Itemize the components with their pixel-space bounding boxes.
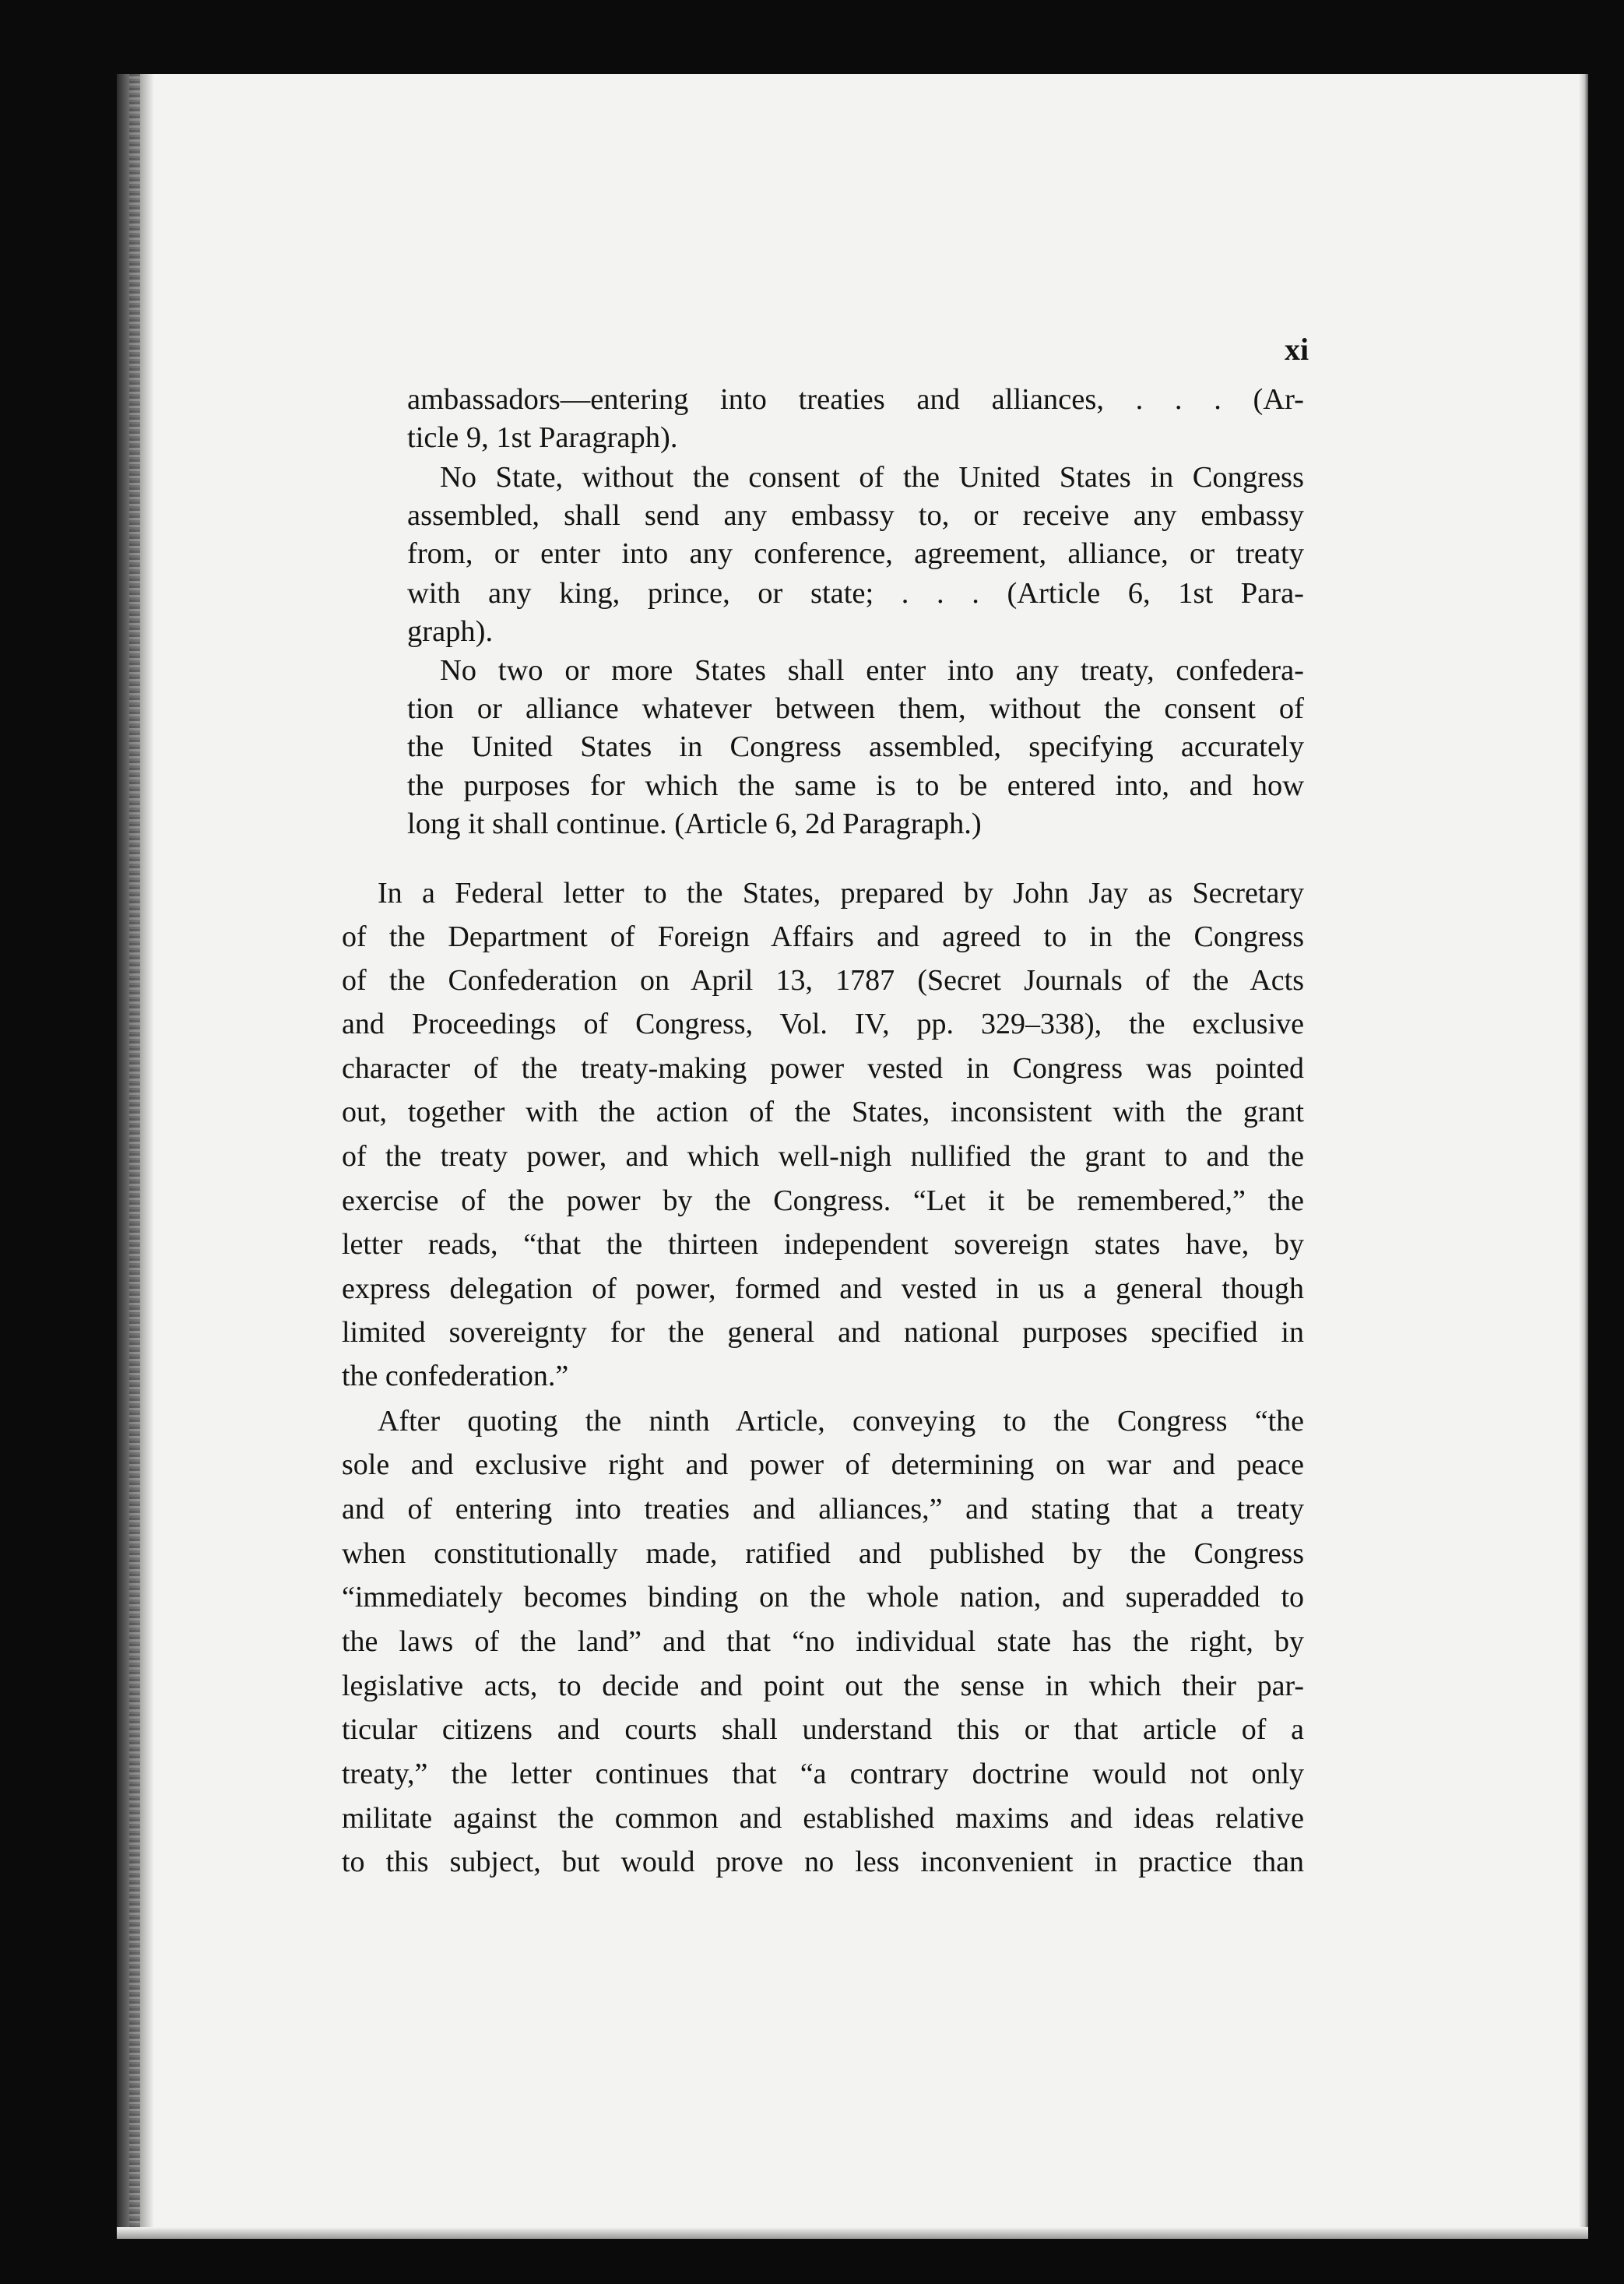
body-line: express delegation of power, formed and vested in us a general though (342, 1272, 1304, 1305)
body-line: of the Department of Foreign Affairs and agreed to in the Congress (342, 920, 1304, 953)
body-line: sole and exclusive right and power of determining on war and peace (342, 1448, 1304, 1481)
body-line: and Proceedings of Congress, Vol. IV, pp. 329–338), the exclusive (342, 1008, 1304, 1040)
quote-line: assembled, shall send any embassy to, or receive any embassy (407, 499, 1304, 532)
binding-edge-texture (129, 74, 140, 2239)
quote-line: tion or alliance whatever between them, without the consent of (407, 692, 1304, 725)
body-line: of the treaty power, and which well-nigh nullified the grant to and the (342, 1140, 1304, 1173)
quote-line: ticle 9, 1st Paragraph). (407, 421, 678, 454)
quote-line: the purposes for which the same is to be entered into, and how (407, 769, 1304, 802)
page-number: xi (1285, 332, 1309, 367)
page-bottom-edge (117, 2227, 1588, 2239)
body-line: when constitutionally made, ratified and published by the Congress (342, 1537, 1304, 1570)
quote-line: with any king, prince, or state; . . . (Article 6, 1st Para- (407, 577, 1304, 610)
body-line: limited sovereignty for the general and national purposes specified in (342, 1316, 1304, 1349)
body-line: the laws of the land” and that “no individual state has the right, by (342, 1625, 1304, 1658)
body-line: ticular citizens and courts shall understand this or that article of a (342, 1713, 1304, 1746)
body-line: out, together with the action of the States, inconsistent with the grant (342, 1096, 1304, 1128)
quote-line: the United States in Congress assembled, specifying accurately (407, 730, 1304, 763)
body-line: the confederation.” (342, 1360, 569, 1392)
body-line: treaty,” the letter continues that “a contrary doctrine would not only (342, 1758, 1304, 1790)
body-line: exercise of the power by the Congress. “Let it be remembered,” the (342, 1184, 1304, 1217)
quote-line: No State, without the consent of the United States in Congress (440, 461, 1304, 494)
quote-line: graph). (407, 615, 494, 648)
page-right-edge (1579, 74, 1588, 2239)
quote-line: ambassadors—entering into treaties and alliances, . . . (Ar- (407, 383, 1304, 416)
body-line: legislative acts, to decide and point out the sense in which their par- (342, 1670, 1304, 1702)
quote-line: from, or enter into any conference, agreement, alliance, or treaty (407, 537, 1304, 570)
quote-line: No two or more States shall enter into any treaty, confedera- (440, 654, 1304, 687)
body-line: to this subject, but would prove no less inconvenient in practice than (342, 1846, 1304, 1878)
body-line: “immediately becomes binding on the whole nation, and superadded to (342, 1581, 1304, 1614)
body-line: letter reads, “that the thirteen independent sovereign states have, by (342, 1228, 1304, 1261)
quote-line: long it shall continue. (Article 6, 2d Paragraph.) (407, 808, 982, 840)
body-line: militate against the common and established maxims and ideas relative (342, 1802, 1304, 1835)
body-line: character of the treaty-making power vested in Congress was pointed (342, 1052, 1304, 1085)
body-line: After quoting the ninth Article, conveying to the Congress “the (378, 1405, 1304, 1438)
body-line: and of entering into treaties and alliances,” and stating that a treaty (342, 1493, 1304, 1526)
body-line: of the Confederation on April 13, 1787 (Secret Journals of the Acts (342, 964, 1304, 997)
body-line: In a Federal letter to the States, prepared by John Jay as Secretary (378, 877, 1304, 910)
